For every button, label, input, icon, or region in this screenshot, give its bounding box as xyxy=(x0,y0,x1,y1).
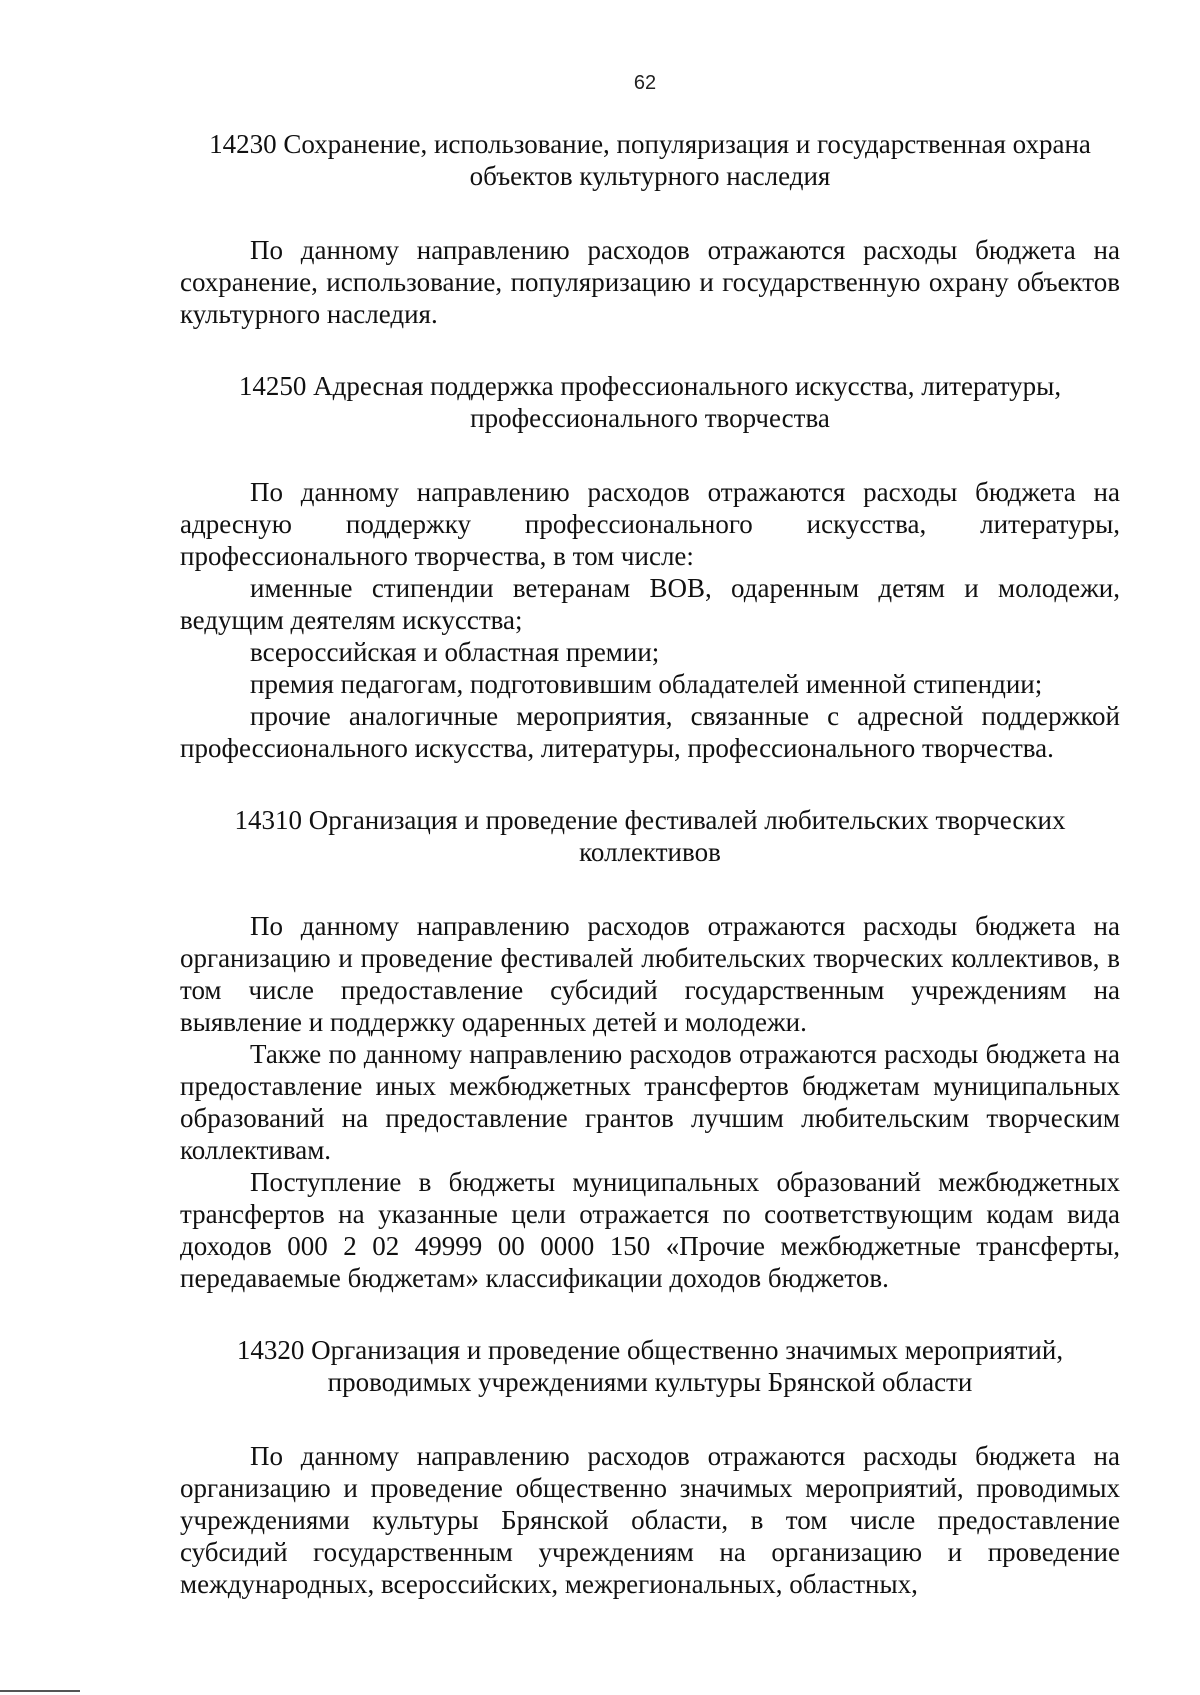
paragraph: Также по данному направлению расходов отражаются расходы бюджета на предоставление иных межбюджетных трансфертов бюджетам муниципальных образований на предоставление грантов лучшим любительским творческим коллективам. xyxy=(180,1039,1120,1165)
paragraph: По данному направлению расходов отражаются расходы бюджета на сохранение, использование, популяризацию и государственную охрану объектов культурного наследия. xyxy=(180,235,1120,329)
section-body xyxy=(180,234,1120,330)
section-14250 xyxy=(180,370,1120,764)
document-content xyxy=(180,128,1120,1600)
paragraph: По данному направлению расходов отражаются расходы бюджета на адресную поддержку профессионального искусства, литературы, профессионального творчества, в том числе: xyxy=(180,477,1120,571)
section-heading: 14250 Адресная поддержка профессионального искусства, литературы, профессионального творчества xyxy=(238,371,1062,433)
section-body xyxy=(180,910,1120,1294)
section-heading: 14230 Сохранение, использование, популяризация и государственная охрана объектов культурного наследия xyxy=(209,129,1091,191)
page-number: 62 xyxy=(633,72,657,94)
paragraph: всероссийская и областная премии; xyxy=(250,637,660,667)
section-14320 xyxy=(180,1334,1120,1600)
section-heading: 14310 Организация и проведение фестивалей любительских творческих коллективов xyxy=(234,805,1066,867)
section-body xyxy=(180,476,1120,764)
paragraph: премия педагогам, подготовившим обладателей именной стипендии; xyxy=(250,669,1043,699)
paragraph: прочие аналогичные мероприятия, связанные с адресной поддержкой профессионального искусства, литературы, профессионального творчества. xyxy=(180,701,1120,763)
paragraph: По данному направлению расходов отражаются расходы бюджета на организацию и проведение общественно значимых мероприятий, проводимых учреждениями культуры Брянской области, в том числе предоставление субсидий государственным учреждениям на организацию и проведение международных, всероссийских, межрегиональных, областных, xyxy=(180,1441,1120,1599)
paragraph: Поступление в бюджеты муниципальных образований межбюджетных трансфертов на указанные цели отражается по соответствующим кодам вида доходов 000 2 02 49999 00 0000 150 «Прочие межбюджетные трансферты, передаваемые бюджетам» классификации доходов бюджетов. xyxy=(180,1167,1120,1293)
section-14230 xyxy=(180,128,1120,330)
paragraph: именные стипендии ветеранам ВОВ, одаренным детям и молодежи, ведущим деятелям искусства; xyxy=(180,573,1120,635)
section-body xyxy=(180,1440,1120,1600)
section-heading: 14320 Организация и проведение общественно значимых мероприятий, проводимых учреждениями культуры Брянской области xyxy=(236,1335,1064,1397)
paragraph: По данному направлению расходов отражаются расходы бюджета на организацию и проведение фестивалей любительских творческих коллективов, в том числе предоставление субсидий государственным учреждениям на выявление и поддержку одаренных детей и молодежи. xyxy=(180,911,1120,1037)
section-14310 xyxy=(180,804,1120,1294)
footer-rule xyxy=(0,1690,80,1692)
